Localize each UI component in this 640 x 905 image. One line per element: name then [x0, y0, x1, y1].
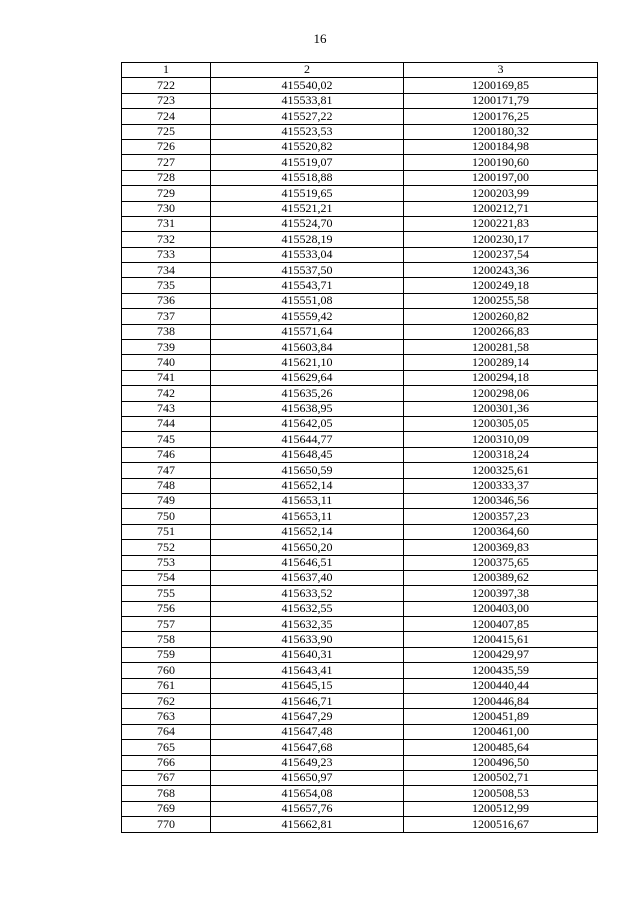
point-number-cell: 751 [122, 524, 211, 539]
table-row [122, 801, 598, 816]
x-coordinate-cell: 415519,65 [211, 186, 404, 201]
y-coordinate-cell: 1200289,14 [404, 355, 598, 370]
point-number-cell: 741 [122, 370, 211, 385]
y-coordinate-cell: 1200375,65 [404, 555, 598, 570]
point-number-cell: 755 [122, 586, 211, 601]
point-number-cell: 762 [122, 694, 211, 709]
x-coordinate-cell: 415647,29 [211, 709, 404, 724]
point-number-cell: 726 [122, 139, 211, 154]
x-coordinate-cell: 415652,14 [211, 478, 404, 493]
x-coordinate-cell: 415646,71 [211, 694, 404, 709]
table-row [122, 278, 598, 293]
table-row [122, 724, 598, 739]
point-number-cell: 731 [122, 216, 211, 231]
point-number-cell: 739 [122, 340, 211, 355]
x-coordinate-cell: 415621,10 [211, 355, 404, 370]
y-coordinate-cell: 1200243,36 [404, 263, 598, 278]
y-coordinate-cell: 1200249,18 [404, 278, 598, 293]
point-number-cell: 765 [122, 740, 211, 755]
point-number-cell: 730 [122, 201, 211, 216]
table-row [122, 524, 598, 539]
table-row [122, 478, 598, 493]
point-number-cell: 740 [122, 355, 211, 370]
point-number-cell: 734 [122, 263, 211, 278]
header-cell-1: 1 [122, 63, 211, 78]
point-number-cell: 725 [122, 124, 211, 139]
table-row [122, 740, 598, 755]
point-number-cell: 746 [122, 447, 211, 462]
table-row [122, 263, 598, 278]
x-coordinate-cell: 415559,42 [211, 309, 404, 324]
y-coordinate-cell: 1200310,09 [404, 432, 598, 447]
y-coordinate-cell: 1200333,37 [404, 478, 598, 493]
y-coordinate-cell: 1200237,54 [404, 247, 598, 262]
y-coordinate-cell: 1200516,67 [404, 817, 598, 832]
y-coordinate-cell: 1200346,56 [404, 493, 598, 508]
x-coordinate-cell: 415603,84 [211, 340, 404, 355]
x-coordinate-cell: 415533,81 [211, 93, 404, 108]
y-coordinate-cell: 1200451,89 [404, 709, 598, 724]
x-coordinate-cell: 415657,76 [211, 801, 404, 816]
x-coordinate-cell: 415643,41 [211, 663, 404, 678]
table-row [122, 78, 598, 93]
point-number-cell: 736 [122, 293, 211, 308]
y-coordinate-cell: 1200190,60 [404, 155, 598, 170]
x-coordinate-cell: 415540,02 [211, 78, 404, 93]
point-number-cell: 747 [122, 463, 211, 478]
table-row [122, 755, 598, 770]
y-coordinate-cell: 1200461,00 [404, 724, 598, 739]
point-number-cell: 733 [122, 247, 211, 262]
table-row [122, 186, 598, 201]
x-coordinate-cell: 415646,51 [211, 555, 404, 570]
y-coordinate-cell: 1200203,99 [404, 186, 598, 201]
point-number-cell: 722 [122, 78, 211, 93]
x-coordinate-cell: 415632,35 [211, 617, 404, 632]
table-row [122, 155, 598, 170]
point-number-cell: 743 [122, 401, 211, 416]
y-coordinate-cell: 1200281,58 [404, 340, 598, 355]
x-coordinate-cell: 415524,70 [211, 216, 404, 231]
y-coordinate-cell: 1200512,99 [404, 801, 598, 816]
y-coordinate-cell: 1200429,97 [404, 647, 598, 662]
table-row [122, 817, 598, 832]
page-number: 16 [313, 31, 327, 46]
table-row [122, 293, 598, 308]
y-coordinate-cell: 1200508,53 [404, 786, 598, 801]
table-row [122, 201, 598, 216]
table-row [122, 570, 598, 585]
point-number-cell: 768 [122, 786, 211, 801]
y-coordinate-cell: 1200180,32 [404, 124, 598, 139]
x-coordinate-cell: 415527,22 [211, 109, 404, 124]
point-number-cell: 723 [122, 93, 211, 108]
point-number-cell: 728 [122, 170, 211, 185]
y-coordinate-cell: 1200435,59 [404, 663, 598, 678]
x-coordinate-cell: 415640,31 [211, 647, 404, 662]
y-coordinate-cell: 1200298,06 [404, 386, 598, 401]
y-coordinate-cell: 1200446,84 [404, 694, 598, 709]
x-coordinate-cell: 415654,08 [211, 786, 404, 801]
point-number-cell: 761 [122, 678, 211, 693]
y-coordinate-cell: 1200397,38 [404, 586, 598, 601]
table-row [122, 93, 598, 108]
table-row [122, 463, 598, 478]
point-number-cell: 729 [122, 186, 211, 201]
table-row [122, 139, 598, 154]
point-number-cell: 760 [122, 663, 211, 678]
point-number-cell: 767 [122, 770, 211, 785]
x-coordinate-cell: 415523,53 [211, 124, 404, 139]
header-cell-2: 2 [211, 63, 404, 78]
y-coordinate-cell: 1200305,05 [404, 416, 598, 431]
x-coordinate-cell: 415537,50 [211, 263, 404, 278]
point-number-cell: 749 [122, 493, 211, 508]
table-row [122, 447, 598, 462]
y-coordinate-cell: 1200230,17 [404, 232, 598, 247]
point-number-cell: 763 [122, 709, 211, 724]
table-row [122, 416, 598, 431]
table-row [122, 401, 598, 416]
point-number-cell: 757 [122, 617, 211, 632]
y-coordinate-cell: 1200318,24 [404, 447, 598, 462]
y-coordinate-cell: 1200407,85 [404, 617, 598, 632]
table-row [122, 170, 598, 185]
point-number-cell: 756 [122, 601, 211, 616]
point-number-cell: 737 [122, 309, 211, 324]
point-number-cell: 770 [122, 817, 211, 832]
table-row [122, 493, 598, 508]
x-coordinate-cell: 415520,82 [211, 139, 404, 154]
table-row [122, 540, 598, 555]
point-number-cell: 769 [122, 801, 211, 816]
table-row [122, 601, 598, 616]
table-row [122, 386, 598, 401]
point-number-cell: 753 [122, 555, 211, 570]
point-number-cell: 754 [122, 570, 211, 585]
y-coordinate-cell: 1200389,62 [404, 570, 598, 585]
table-row [122, 555, 598, 570]
table-header [122, 63, 598, 78]
y-coordinate-cell: 1200260,82 [404, 309, 598, 324]
y-coordinate-cell: 1200403,00 [404, 601, 598, 616]
x-coordinate-cell: 415632,55 [211, 601, 404, 616]
y-coordinate-cell: 1200221,83 [404, 216, 598, 231]
x-coordinate-cell: 415642,05 [211, 416, 404, 431]
x-coordinate-cell: 415644,77 [211, 432, 404, 447]
y-coordinate-cell: 1200415,61 [404, 632, 598, 647]
x-coordinate-cell: 415662,81 [211, 817, 404, 832]
y-coordinate-cell: 1200212,71 [404, 201, 598, 216]
point-number-cell: 738 [122, 324, 211, 339]
table-row [122, 786, 598, 801]
y-coordinate-cell: 1200496,50 [404, 755, 598, 770]
x-coordinate-cell: 415551,08 [211, 293, 404, 308]
table-row [122, 309, 598, 324]
y-coordinate-cell: 1200184,98 [404, 139, 598, 154]
table-row [122, 647, 598, 662]
table-row [122, 509, 598, 524]
y-coordinate-cell: 1200176,25 [404, 109, 598, 124]
x-coordinate-cell: 415528,19 [211, 232, 404, 247]
x-coordinate-cell: 415519,07 [211, 155, 404, 170]
x-coordinate-cell: 415633,52 [211, 586, 404, 601]
x-coordinate-cell: 415637,40 [211, 570, 404, 585]
table-row [122, 109, 598, 124]
table-row [122, 355, 598, 370]
y-coordinate-cell: 1200502,71 [404, 770, 598, 785]
table-row [122, 617, 598, 632]
coordinates-table [121, 62, 598, 833]
x-coordinate-cell: 415650,20 [211, 540, 404, 555]
x-coordinate-cell: 415635,26 [211, 386, 404, 401]
x-coordinate-cell: 415518,88 [211, 170, 404, 185]
table-row [122, 709, 598, 724]
x-coordinate-cell: 415645,15 [211, 678, 404, 693]
x-coordinate-cell: 415647,48 [211, 724, 404, 739]
table-row [122, 216, 598, 231]
y-coordinate-cell: 1200171,79 [404, 93, 598, 108]
x-coordinate-cell: 415638,95 [211, 401, 404, 416]
point-number-cell: 748 [122, 478, 211, 493]
table-row [122, 694, 598, 709]
x-coordinate-cell: 415653,11 [211, 509, 404, 524]
point-number-cell: 766 [122, 755, 211, 770]
point-number-cell: 759 [122, 647, 211, 662]
x-coordinate-cell: 415543,71 [211, 278, 404, 293]
point-number-cell: 742 [122, 386, 211, 401]
x-coordinate-cell: 415648,45 [211, 447, 404, 462]
y-coordinate-cell: 1200357,23 [404, 509, 598, 524]
point-number-cell: 758 [122, 632, 211, 647]
table-row [122, 586, 598, 601]
x-coordinate-cell: 415649,23 [211, 755, 404, 770]
x-coordinate-cell: 415633,90 [211, 632, 404, 647]
table-row [122, 632, 598, 647]
y-coordinate-cell: 1200197,00 [404, 170, 598, 185]
table-row [122, 232, 598, 247]
table-row [122, 370, 598, 385]
table-row [122, 770, 598, 785]
y-coordinate-cell: 1200169,85 [404, 78, 598, 93]
point-number-cell: 735 [122, 278, 211, 293]
y-coordinate-cell: 1200364,60 [404, 524, 598, 539]
table-row [122, 124, 598, 139]
y-coordinate-cell: 1200485,64 [404, 740, 598, 755]
y-coordinate-cell: 1200440,44 [404, 678, 598, 693]
point-number-cell: 732 [122, 232, 211, 247]
table-row [122, 678, 598, 693]
point-number-cell: 752 [122, 540, 211, 555]
y-coordinate-cell: 1200255,58 [404, 293, 598, 308]
point-number-cell: 750 [122, 509, 211, 524]
x-coordinate-cell: 415652,14 [211, 524, 404, 539]
point-number-cell: 745 [122, 432, 211, 447]
table-body [122, 78, 598, 832]
x-coordinate-cell: 415629,64 [211, 370, 404, 385]
point-number-cell: 744 [122, 416, 211, 431]
x-coordinate-cell: 415650,97 [211, 770, 404, 785]
point-number-cell: 724 [122, 109, 211, 124]
x-coordinate-cell: 415521,21 [211, 201, 404, 216]
x-coordinate-cell: 415533,04 [211, 247, 404, 262]
y-coordinate-cell: 1200325,61 [404, 463, 598, 478]
x-coordinate-cell: 415571,64 [211, 324, 404, 339]
header-row [122, 63, 598, 78]
y-coordinate-cell: 1200294,18 [404, 370, 598, 385]
table-row [122, 324, 598, 339]
table-row [122, 247, 598, 262]
y-coordinate-cell: 1200369,83 [404, 540, 598, 555]
y-coordinate-cell: 1200266,83 [404, 324, 598, 339]
x-coordinate-cell: 415647,68 [211, 740, 404, 755]
table-row [122, 340, 598, 355]
point-number-cell: 764 [122, 724, 211, 739]
x-coordinate-cell: 415650,59 [211, 463, 404, 478]
table-row [122, 663, 598, 678]
table-row [122, 432, 598, 447]
header-cell-3: 3 [404, 63, 598, 78]
x-coordinate-cell: 415653,11 [211, 493, 404, 508]
point-number-cell: 727 [122, 155, 211, 170]
y-coordinate-cell: 1200301,36 [404, 401, 598, 416]
